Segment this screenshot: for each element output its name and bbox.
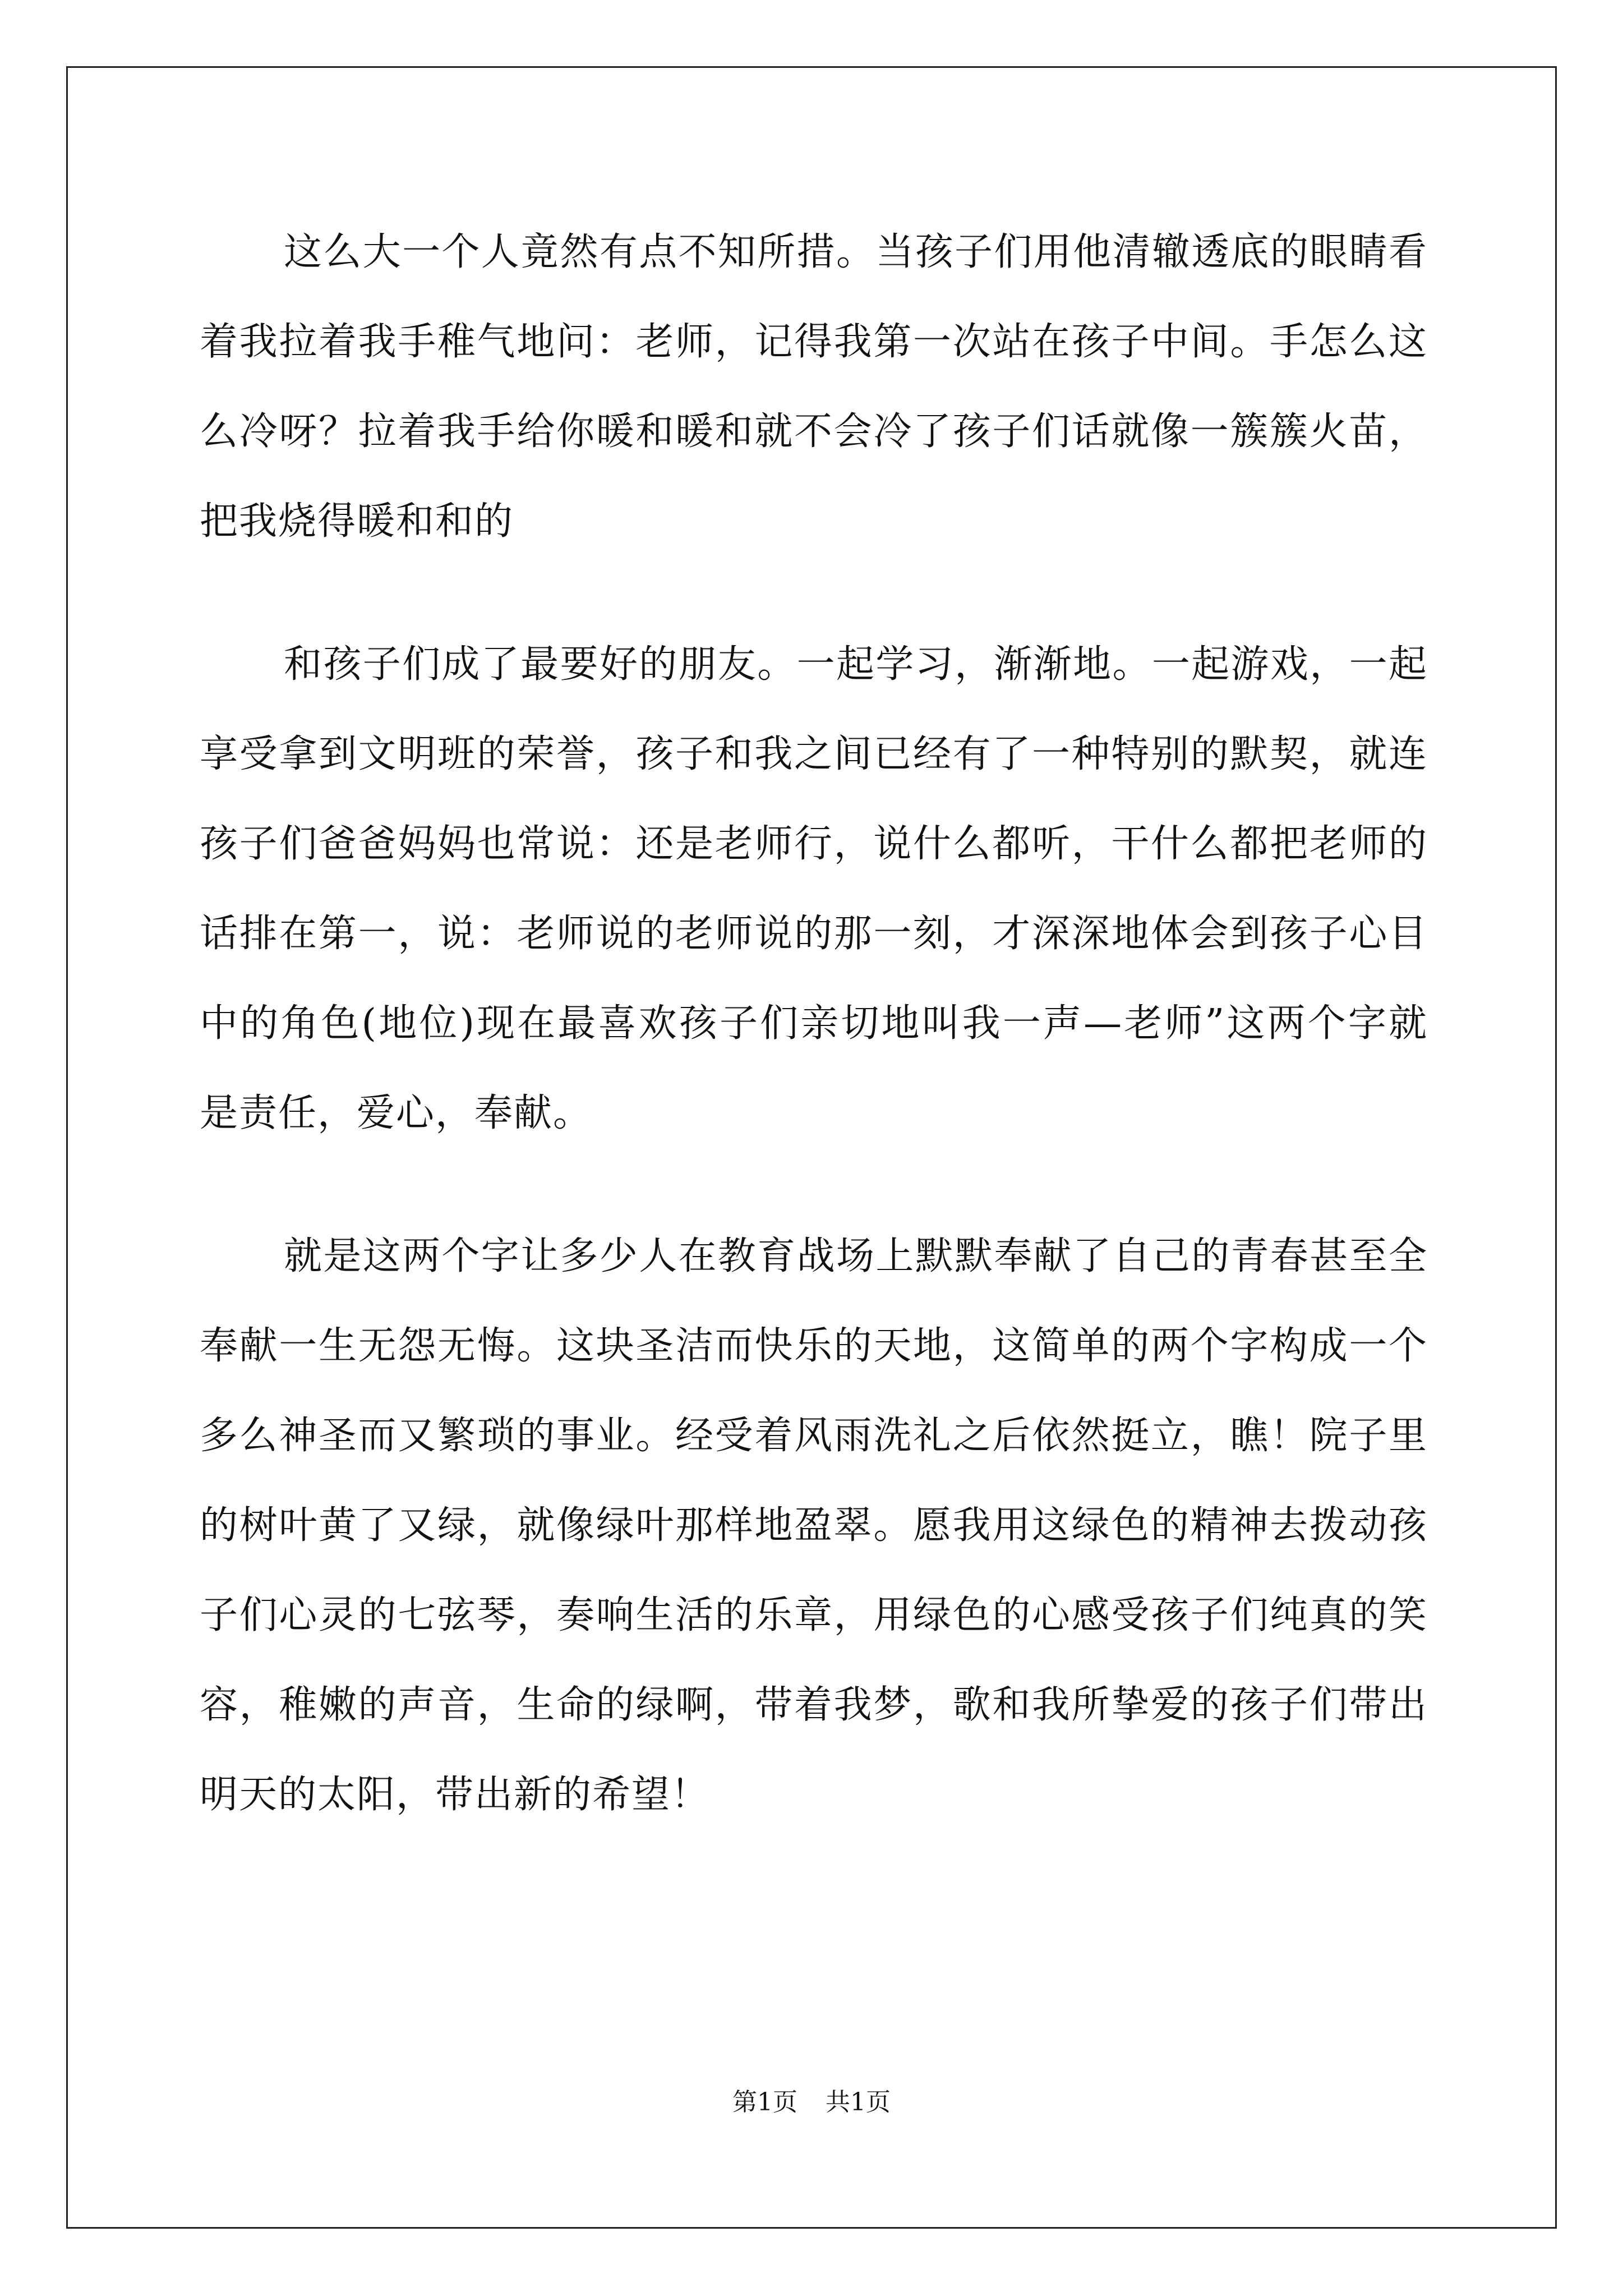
paragraph-2: 和孩子们成了最要好的朋友。一起学习，渐渐地。一起游戏，一起享受拿到文明班的荣誉，孩子和我之间已经有了一种特别的默契，就连孩子们爸爸妈妈也常说：还是老师行，说什么都听，干什么都把老师的话排在第一，说：老师说的老师说的那一刻，才深深地体会到孩子心目中的角色(地位)现在最喜欢孩子们亲切地叫我一声—老师”这两个字就是责任，爱心，奉献。	[200, 642, 1428, 1135]
page-total: 共1页	[826, 2088, 891, 2116]
document-body	[200, 208, 1428, 1893]
paragraph-1: 这么大一个人竟然有点不知所措。当孩子们用他清辙透底的眼睛看着我拉着我手稚气地问：老师，记得我第一次站在孩子中间。手怎么这么冷呀？拉着我手给你暖和暖和就不会冷了孩子们话就像一簇簇火苗，把我烧得暖和和的	[200, 230, 1428, 544]
paragraph-3: 就是这两个字让多少人在教育战场上默默奉献了自己的青春甚至全奉献一生无怨无悔。这块圣洁而快乐的天地，这简单的两个字构成一个多么神圣而又繁琐的事业。经受着风雨洗礼之后依然挺立，瞧！院子里的树叶黄了又绿，就像绿叶那样地盈翠。愿我用这绿色的精神去拨动孩子们心灵的七弦琴，奏响生活的乐章，用绿色的心感受孩子们纯真的笑容，稚嫩的声音，生命的绿啊，带着我梦，歌和我所挚爱的孩子们带出明天的太阳，带出新的希望！	[200, 1234, 1428, 1817]
page-number: 第1页	[732, 2088, 797, 2116]
page-footer	[0, 2086, 1623, 2119]
